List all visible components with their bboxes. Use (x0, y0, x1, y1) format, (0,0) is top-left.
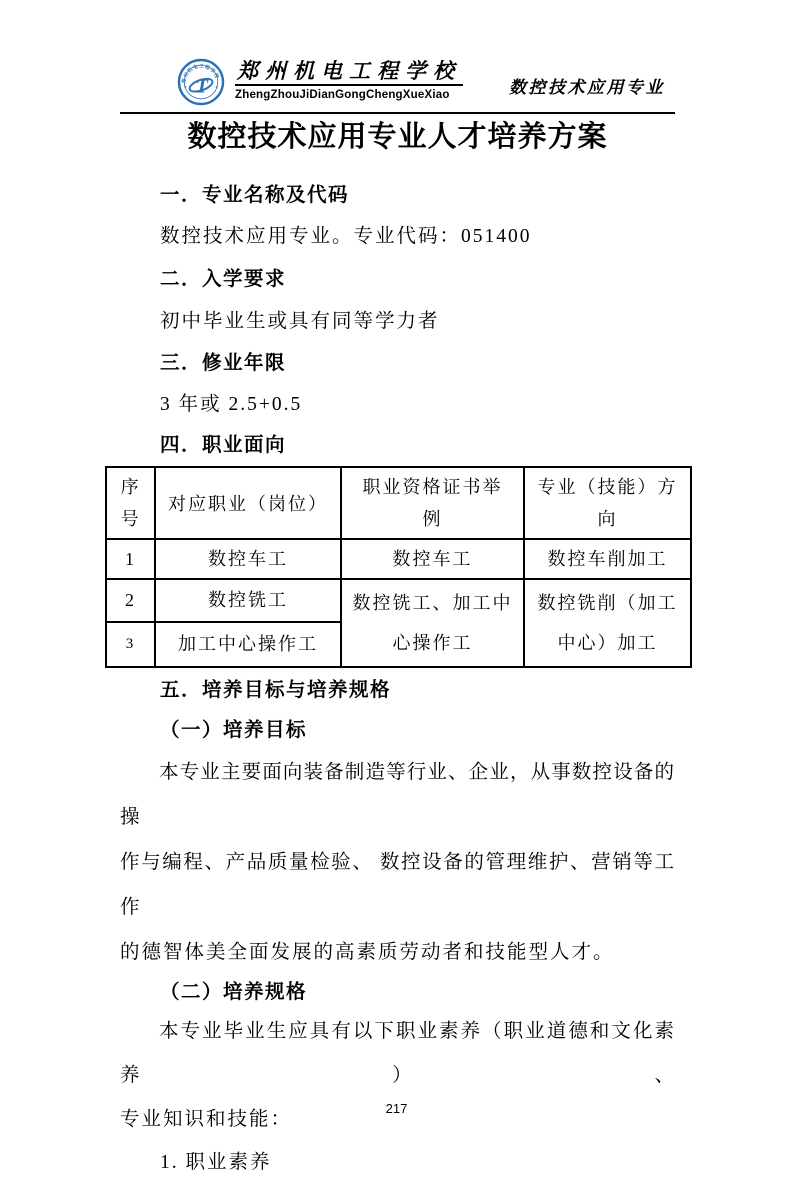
section-2-heading: 二．入学要求 (160, 268, 287, 290)
paragraph-line: 专业知识和技能： (120, 1109, 293, 1130)
col-header-job: 对应职业（岗位） (155, 467, 341, 539)
header-department-label: 数控技术应用专业 (509, 78, 665, 97)
school-emblem-icon (177, 58, 225, 106)
col-header-no: 序号 (106, 467, 155, 539)
section-5-heading: 五．培养目标与培养规格 (160, 679, 392, 701)
svg-text:T: T (195, 75, 208, 98)
page-number: 217 (385, 1101, 408, 1116)
paragraph-line: 作与编程、产品质量检验、 数控设备的管理维护、营销等工作 (120, 852, 675, 918)
paragraph-line: 本专业毕业生应具有以下职业素养（职业道德和文化素养）、 (120, 1021, 675, 1086)
table-row (106, 539, 691, 579)
paragraph-line: 本专业主要面向装备制造等行业、企业，从事数控设备的操 (120, 762, 675, 828)
cell-job: 数控车工 (155, 539, 341, 579)
section-3-body: 3 年或 2.5+0.5 (160, 394, 303, 415)
career-table-header-row (106, 467, 691, 539)
training-goal-paragraph (120, 750, 675, 975)
header-rule (120, 112, 675, 114)
paragraph-line: 的德智体美全面发展的高素质劳动者和技能型人才。 (120, 942, 615, 963)
section-5-2-heading: （二）培养规格 (160, 981, 308, 1003)
col-header-cert: 职业资格证书举例 (341, 467, 524, 539)
school-pinyin: ZhengZhouJiDianGongChengXueXiao (235, 87, 450, 101)
section-1-body: 数控技术应用专业。专业代码：051400 (160, 226, 532, 247)
section-4-heading: 四．职业面向 (160, 434, 287, 456)
school-name-block (235, 59, 463, 101)
document-page (0, 58, 793, 1180)
document-header (177, 58, 675, 110)
section-1-heading: 一．专业名称及代码 (160, 184, 350, 206)
section-5-1-heading: （一）培养目标 (160, 719, 308, 741)
cell-cert: 数控车工 (341, 539, 524, 579)
page-title: 数控技术应用专业人才培养方案 (187, 121, 608, 153)
col-header-direction: 专业（技能）方向 (524, 467, 691, 539)
cell-job: 加工中心操作工 (155, 622, 341, 667)
school-name: 郑州机电工程学校 (235, 59, 463, 86)
career-table (105, 466, 692, 668)
table-row (106, 579, 691, 622)
cell-direction: 数控车削加工 (524, 539, 691, 579)
cell-job: 数控铣工 (155, 579, 341, 622)
cell-no: 3 (106, 622, 155, 667)
list-item-1: 1. 职业素养 (160, 1152, 272, 1173)
svg-text:郑州机电工程学校: 郑州机电工程学校 (182, 64, 220, 84)
cell-no: 2 (106, 579, 155, 622)
section-3-heading: 三．修业年限 (160, 352, 287, 374)
training-spec-paragraph (120, 1010, 675, 1142)
cell-no: 1 (106, 539, 155, 579)
cell-direction-merged: 数控铣削（加工中心）加工 (524, 579, 691, 667)
section-2-body: 初中毕业生或具有同等学力者 (160, 311, 440, 332)
cell-cert-merged: 数控铣工、加工中心操作工 (341, 579, 524, 667)
